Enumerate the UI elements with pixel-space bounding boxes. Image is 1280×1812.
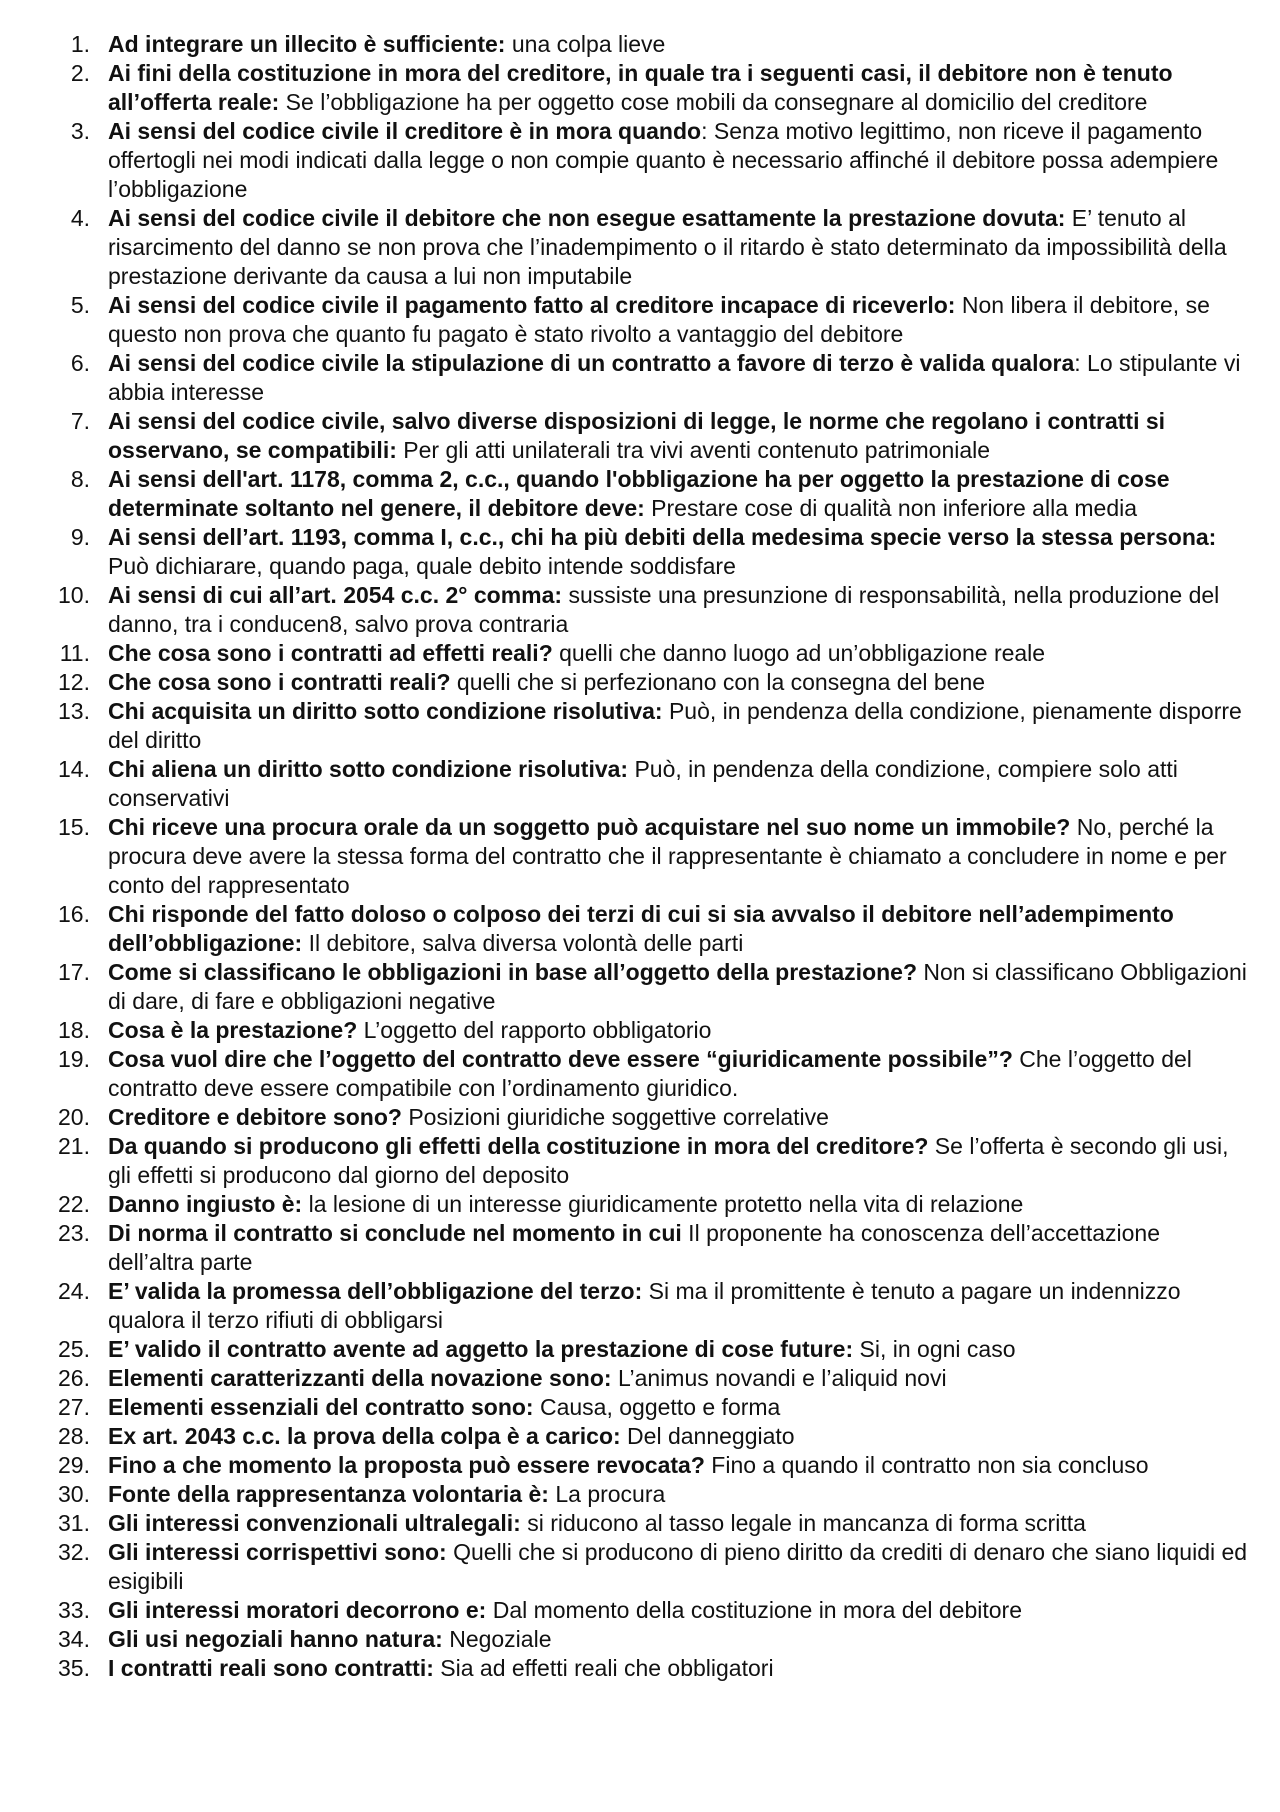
question-text: Ai sensi del codice civile, salvo diverse disposizioni di legge, le norme che regolano i contratti si osservano, se compatibili: (108, 408, 1166, 463)
question-text: Ex art. 2043 c.c. la prova della colpa è a carico: (108, 1423, 621, 1449)
list-item (0, 1509, 1250, 1538)
question-text: Che cosa sono i contratti reali? (108, 669, 451, 695)
question-text: Di norma il contratto si conclude nel momento in cui (108, 1220, 682, 1246)
item-number: 5. (70, 292, 90, 318)
item-number: 12. (58, 669, 90, 695)
question-text: Ai sensi del codice civile il debitore che non esegue esattamente la prestazione dovuta: (108, 205, 1066, 231)
question-text: Ai sensi dell’art. 1193, comma I, c.c., chi ha più debiti della medesima specie verso la stessa persona: (108, 524, 1217, 550)
answer-text: Non si classificano Obbligazioni di dare, di fare e obbligazioni negative (108, 959, 1247, 1014)
item-number: 29. (58, 1452, 90, 1478)
answer-text: Fino a quando il contratto non sia concluso (704, 1452, 1149, 1478)
item-number: 13. (58, 698, 90, 724)
answer-text: Quelli che si producono di pieno diritto da crediti di denaro che siano liquidi ed esigibili (108, 1539, 1248, 1594)
item-number: 10. (58, 582, 90, 608)
list-item (0, 639, 1250, 668)
item-number: 35. (58, 1655, 90, 1681)
answer-text: Se l’offerta è secondo gli usi, gli effetti si producono dal giorno del deposito (108, 1133, 1229, 1188)
question-text: Chi riceve una procura orale da un soggetto può acquistare nel suo nome un immobile? (108, 814, 1071, 840)
list-item (0, 204, 1250, 291)
item-number: 19. (58, 1046, 90, 1072)
item-number: 6. (70, 350, 90, 376)
list-item (0, 523, 1250, 581)
list-item (0, 1335, 1250, 1364)
item-number: 16. (58, 901, 90, 927)
question-text: Ai sensi del codice civile il pagamento fatto al creditore incapace di riceverlo: (108, 292, 956, 318)
question-text: Che cosa sono i contratti ad effetti reali? (108, 640, 553, 666)
item-number: 18. (58, 1017, 90, 1043)
question-text: Fino a che momento la proposta può essere revocata? (108, 1452, 705, 1478)
list-item (0, 1364, 1250, 1393)
list-item (0, 117, 1250, 204)
question-text: Gli interessi corrispettivi sono: (108, 1539, 447, 1565)
item-number: 8. (70, 466, 90, 492)
question-text: Ai sensi di cui all’art. 2054 c.c. 2° comma: (108, 582, 563, 608)
item-number: 17. (58, 959, 90, 985)
list-item (0, 1103, 1250, 1132)
answer-text: Può, in pendenza della condizione, compiere solo atti conservativi (108, 756, 1178, 811)
answer-text: Causa, oggetto e forma (533, 1394, 781, 1420)
list-item (0, 407, 1250, 465)
list-item (0, 1625, 1250, 1654)
answer-text: Negoziale (442, 1626, 552, 1652)
list-item (0, 349, 1250, 407)
list-item (0, 900, 1250, 958)
item-number: 28. (58, 1423, 90, 1449)
question-text: Come si classificano le obbligazioni in base all’oggetto della prestazione? (108, 959, 918, 985)
item-number: 15. (58, 814, 90, 840)
list-item (0, 59, 1250, 117)
answer-text: Si ma il promittente è tenuto a pagare un indennizzo qualora il terzo rifiuti di obbligarsi (108, 1278, 1181, 1333)
answer-text: Si, in ogni caso (853, 1336, 1016, 1362)
item-number: 11. (59, 640, 90, 666)
answer-text: quelli che danno luogo ad un’obbligazione reale (552, 640, 1046, 666)
list-item (0, 1422, 1250, 1451)
question-text: Cosa è la prestazione? (108, 1017, 358, 1043)
answer-text: sussiste una presunzione di responsabilità, nella produzione del danno, tra i conducen8, salvo prova contraria (108, 582, 1220, 637)
question-list (0, 30, 1250, 1683)
question-text: Chi aliena un diritto sotto condizione risolutiva: (108, 756, 629, 782)
answer-text: Se l’obbligazione ha per oggetto cose mobili da consegnare al domicilio del creditore (279, 89, 1148, 115)
question-text: Gli interessi moratori decorrono e: (108, 1597, 487, 1623)
question-text: Ai fini della costituzione in mora del creditore, in quale tra i seguenti casi, il debitore non è tenuto all’offerta reale: (108, 60, 1173, 115)
answer-text: quelli che si perfezionano con la consegna del bene (450, 669, 986, 695)
list-item (0, 1016, 1250, 1045)
question-text: I contratti reali sono contratti: (108, 1655, 434, 1681)
question-text: Ad integrare un illecito è sufficiente: (108, 31, 506, 57)
question-text: Gli interessi convenzionali ultralegali: (108, 1510, 521, 1536)
answer-text: una colpa lieve (505, 31, 666, 57)
answer-text: la lesione di un interesse giuridicamente protetto nella vita di relazione (302, 1191, 1024, 1217)
item-number: 31. (58, 1510, 90, 1536)
list-item (0, 1538, 1250, 1596)
question-text: Cosa vuol dire che l’oggetto del contratto deve essere “giuridicamente possibile”? (108, 1046, 1013, 1072)
list-item (0, 1132, 1250, 1190)
question-text: Elementi caratterizzanti della novazione sono: (108, 1365, 612, 1391)
question-text: Gli usi negoziali hanno natura: (108, 1626, 443, 1652)
list-item (0, 291, 1250, 349)
list-item (0, 1480, 1250, 1509)
item-number: 14. (58, 756, 90, 782)
item-number: 32. (58, 1539, 90, 1565)
answer-text: Può dichiarare, quando paga, quale debito intende soddisfare (108, 553, 736, 579)
item-number: 9. (70, 524, 90, 550)
question-text: Fonte della rappresentanza volontaria è: (108, 1481, 549, 1507)
answer-text: La procura (548, 1481, 666, 1507)
answer-text: No, perché la procura deve avere la stessa forma del contratto che il rappresentante è chiamato a concludere in nome e per conto del rappresentato (108, 814, 1227, 898)
answer-text: Il proponente ha conoscenza dell’accettazione dell’altra parte (108, 1220, 1161, 1275)
answer-text: L’animus novandi e l’aliquid novi (611, 1365, 947, 1391)
question-text: Danno ingiusto è: (108, 1191, 303, 1217)
item-number: 33. (58, 1597, 90, 1623)
answer-text: Per gli atti unilaterali tra vivi aventi contenuto patrimoniale (396, 437, 991, 463)
item-number: 4. (70, 205, 90, 231)
item-number: 3. (70, 118, 90, 144)
list-item (0, 755, 1250, 813)
item-number: 24. (58, 1278, 90, 1304)
answer-text: Che l’oggetto del contratto deve essere compatibile con l’ordinamento giuridico. (108, 1046, 1192, 1101)
answer-text: si riducono al tasso legale in mancanza di forma scritta (520, 1510, 1086, 1536)
list-item (0, 1596, 1250, 1625)
question-text: E’ valida la promessa dell’obbligazione del terzo: (108, 1278, 643, 1304)
item-number: 30. (58, 1481, 90, 1507)
answer-text: L’oggetto del rapporto obbligatorio (357, 1017, 712, 1043)
answer-text: Posizioni giuridiche soggettive correlative (401, 1104, 829, 1130)
answer-text: Il debitore, salva diversa volontà delle parti (302, 930, 744, 956)
answer-text: Non libera il debitore, se questo non prova che quanto fu pagato è stato rivolto a vantaggio del debitore (108, 292, 1210, 347)
list-item (0, 1219, 1250, 1277)
answer-text: Può, in pendenza della condizione, pienamente disporre del diritto (108, 698, 1242, 753)
question-text: Ai sensi del codice civile la stipulazione di un contratto a favore di terzo è valida qualora (108, 350, 1075, 376)
question-text: Chi risponde del fatto doloso o colposo dei terzi di cui si sia avvalso il debitore nell’adempimento dell’obbligazione: (108, 901, 1174, 956)
question-text: Chi acquisita un diritto sotto condizione risolutiva: (108, 698, 663, 724)
list-item (0, 958, 1250, 1016)
list-item (0, 1451, 1250, 1480)
item-number: 7. (70, 408, 90, 434)
answer-text: Del danneggiato (620, 1423, 795, 1449)
item-number: 26. (58, 1365, 90, 1391)
list-item (0, 1277, 1250, 1335)
question-text: Ai sensi dell'art. 1178, comma 2, c.c., quando l'obbligazione ha per oggetto la prestazione di cose determinate soltanto nel genere, il debitore deve: (108, 466, 1170, 521)
question-text: Da quando si producono gli effetti della costituzione in mora del creditore? (108, 1133, 929, 1159)
list-item (0, 465, 1250, 523)
answer-text: : Lo stipulante vi abbia interesse (108, 350, 1241, 405)
item-number: 34. (58, 1626, 90, 1652)
list-item (0, 581, 1250, 639)
list-item (0, 813, 1250, 900)
answer-text: Prestare cose di qualità non inferiore alla media (644, 495, 1138, 521)
list-item (0, 1393, 1250, 1422)
item-number: 23. (58, 1220, 90, 1246)
item-number: 2. (70, 60, 90, 86)
list-item (0, 668, 1250, 697)
list-item (0, 697, 1250, 755)
answer-text: : Senza motivo legittimo, non riceve il pagamento offertogli nei modi indicati dalla legge o non compie quanto è necessario affinché il debitore possa adempiere l’obbligazione (108, 118, 1219, 202)
list-item (0, 1190, 1250, 1219)
list-item (0, 1654, 1250, 1683)
answer-text: E’ tenuto al risarcimento del danno se non prova che l’inadempimento o il ritardo è stato determinato da impossibilità della prestazione derivante da causa a lui non imputabile (108, 205, 1227, 289)
item-number: 1. (70, 31, 90, 57)
question-text: Elementi essenziali del contratto sono: (108, 1394, 534, 1420)
answer-text: Dal momento della costituzione in mora del debitore (486, 1597, 1022, 1623)
question-text: E’ valido il contratto avente ad aggetto la prestazione di cose future: (108, 1336, 854, 1362)
question-text: Creditore e debitore sono? (108, 1104, 402, 1130)
item-number: 21. (58, 1133, 90, 1159)
item-number: 27. (58, 1394, 90, 1420)
list-item (0, 30, 1250, 59)
answer-text: Sia ad effetti reali che obbligatori (433, 1655, 774, 1681)
question-text: Ai sensi del codice civile il creditore è in mora quando (108, 118, 702, 144)
item-number: 25. (58, 1336, 90, 1362)
list-item (0, 1045, 1250, 1103)
item-number: 22. (58, 1191, 90, 1217)
item-number: 20. (58, 1104, 90, 1130)
